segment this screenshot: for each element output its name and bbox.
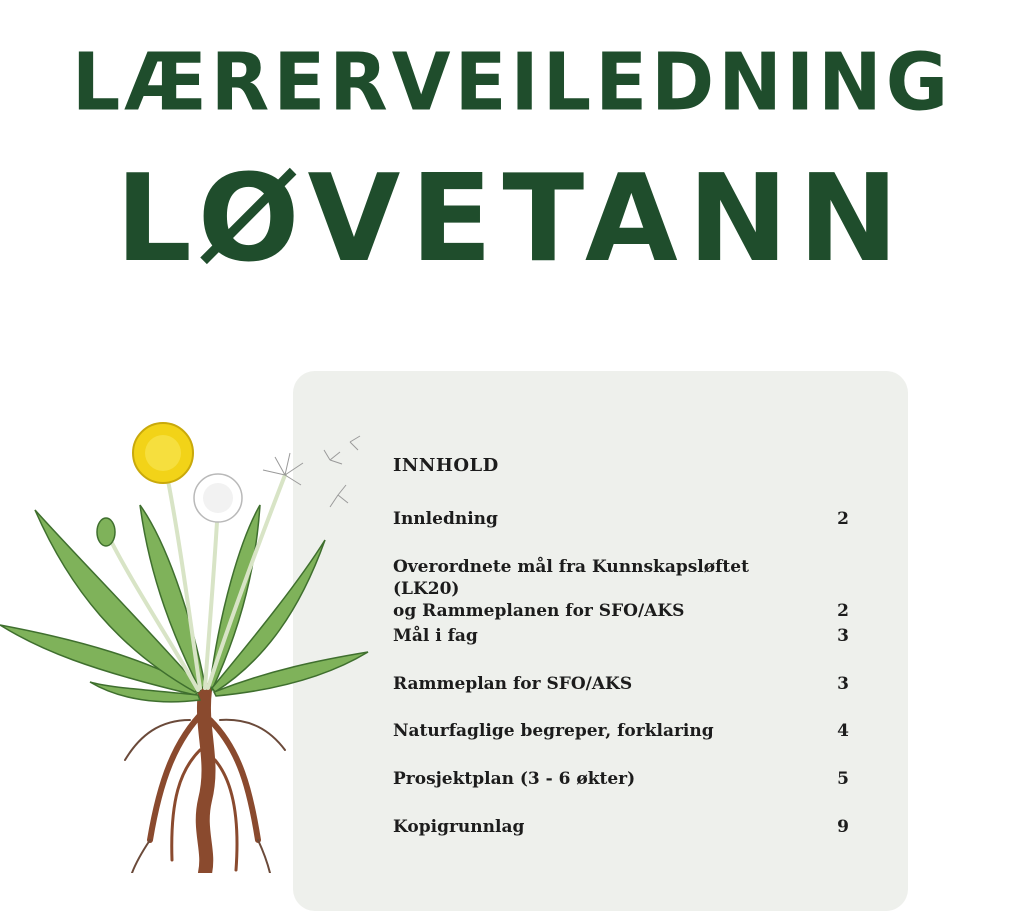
toc-entry-prosjektplan[interactable] [393, 768, 853, 790]
toc-entry-page: 4 [837, 721, 849, 741]
yellow-flower [133, 423, 193, 483]
toc-heading: INNHOLD [393, 455, 499, 476]
toc-entry-title: Innledning [393, 509, 498, 529]
toc-entry-title: Rammeplan for SFO/AKS [393, 674, 633, 694]
toc-entry-title: Prosjektplan (3 - 6 økter) [393, 769, 636, 789]
toc-entry-page: 5 [837, 769, 849, 789]
toc-entry-page: 3 [837, 674, 849, 694]
roots [125, 690, 285, 873]
title-line-1: LÆRERVEILEDNING [71, 34, 953, 129]
toc-entry-page: 9 [837, 817, 849, 837]
toc-entry-title: Naturfaglige begreper, forklaring [393, 721, 714, 741]
toc-entry-rammeplan[interactable] [393, 673, 853, 695]
toc-entry-page: 2 [837, 509, 849, 529]
toc-entry-page: 3 [837, 626, 849, 646]
toc-entry-overordnete-mal[interactable] [393, 556, 853, 622]
toc-entry-title: Mål i fag [393, 626, 478, 646]
title-line-2: LØVETANN [115, 150, 909, 289]
toc-entry-page: 2 [837, 601, 849, 621]
toc-entry-title: Overordnete mål fra Kunnskapsløftet (LK20) og Rammeplanen for SFO/AKS [393, 557, 749, 621]
toc-entry-innledning[interactable] [393, 508, 853, 530]
dandelion-illustration [0, 420, 380, 873]
toc-entry-kopigrunnlag[interactable] [393, 816, 853, 838]
toc-entry-mal-i-fag[interactable] [393, 625, 853, 647]
toc-entry-title: Kopigrunnlag [393, 817, 525, 837]
flower-bud [97, 518, 115, 546]
leaves [0, 505, 368, 702]
seed-head [194, 474, 242, 522]
toc-entry-naturfaglige-begreper[interactable] [393, 720, 853, 742]
